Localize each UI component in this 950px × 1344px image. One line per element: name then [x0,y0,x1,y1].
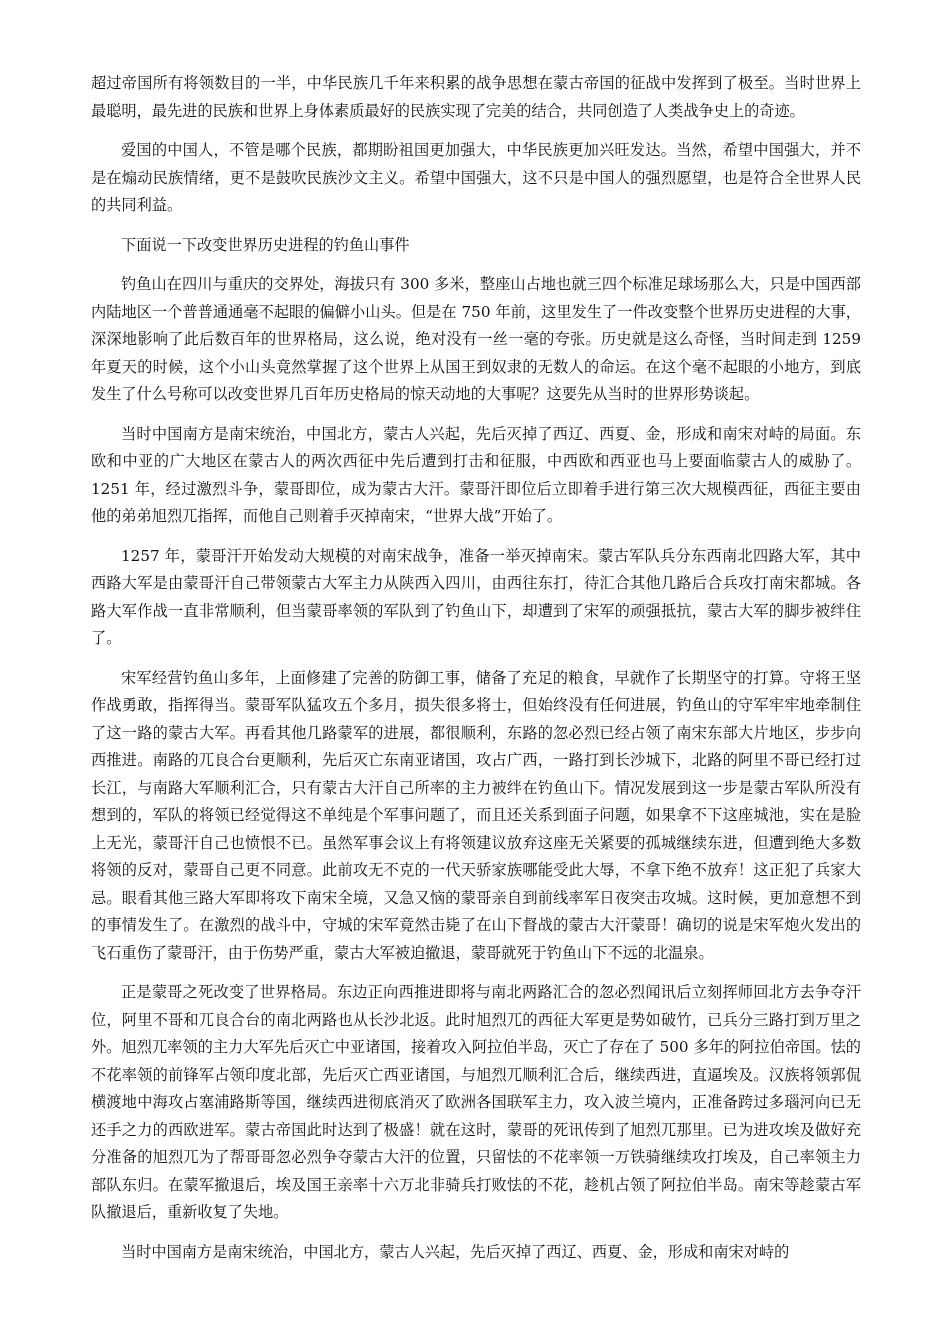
paragraph-1: 超过帝国所有将领数目的一半，中华民族几千年来积累的战争思想在蒙古帝国的征战中发挥到了极至。当时世界上最聪明，最先进的民族和世界上身体素质最好的民族实现了完美的结合，共同创造了人类战争史上的奇迹。 [91,74,861,120]
paragraph-9: 当时中国南方是南宋统治，中国北方，蒙古人兴起，先后灭掉了西辽、西夏、金，形成和南宋对峙的 [121,1242,790,1261]
paragraph-2: 爱国的中国人，不管是哪个民族，都期盼祖国更加强大，中华民族更加兴旺发达。当然，希望中国强大，并不是在煽动民族情绪，更不是鼓吹民族沙文主义。希望中国强大，这不只是中国人的强烈愿望，也是符合全世界人民的共同利益。 [91,141,861,214]
paragraph-7: 宋军经营钓鱼山多年，上面修建了完善的防御工事，储备了充足的粮食，早就作了长期坚守的打算。守将王坚作战勇敢，指挥得当。蒙哥军队猛攻五个多月，损失很多将士，但始终没有任何进展，钓鱼山的守军牢牢地牵制住了这一路的蒙古大军。再看其他几路蒙军的进展，都很顺利，东路的忽必烈已经占领了南宋东部大片地区，步步向西推进。南路的兀良合台更顺利，先后灭亡东南亚诸国，攻占广西，一路打到长沙城下，北路的阿里不哥已经打过长江，与南路大军顺利汇合，只有蒙古大汗自己所率的主力被绊在钓鱼山下。情况发展到这一步是蒙古军队所没有想到的，军队的将领已经觉得这不单纯是个军事问题了，而且还关系到面子问题，如果拿不下这座城池，实在是脸上无光，蒙哥汗自己也愤恨不已。虽然军事会议上有将领建议放弃这座无关紧要的孤城继续东进，但遭到绝大多数将领的反对，蒙哥自己更不同意。此前攻无不克的一代天骄家族哪能受此大辱，不拿下绝不放弃！这正犯了兵家大忌。眼看其他三路大军即将攻下南宋全境，又急又恼的蒙哥亲自到前线率军日夜突击攻城。这时候，更加意想不到的事情发生了。在激烈的战斗中，守城的宋军竟然击毙了在山下督战的蒙古大汗蒙哥！确切的说是宋军炮火发出的飞石重伤了蒙哥汗，由于伤势严重，蒙古大军被迫撤退，蒙哥就死于钓鱼山下不远的北温泉。 [91,668,861,962]
paragraph-3-heading: 下面说一下改变世界历史进程的钓鱼山事件 [121,235,410,254]
paragraph-6: 1257 年，蒙哥汗开始发动大规模的对南宋战争，准备一举灭掉南宋。蒙古军队兵分东西南北四路大军，其中西路大军是由蒙哥汗自己带领蒙古大军主力从陕西入四川，由西往东打，待汇合其他几路后合兵攻打南宋都城。各路大军作战一直非常顺利，但当蒙哥率领的军队到了钓鱼山下，却遭到了宋军的顽强抵抗，蒙古大军的脚步被绊住了。 [91,546,861,647]
paragraph-8: 正是蒙哥之死改变了世界格局。东边正向西推进即将与南北两路汇合的忽必烈闻讯后立刻挥师回北方去争夺汗位，阿里不哥和兀良合台的南北两路也从长沙北返。此时旭烈兀的西征大军更是势如破竹，已兵分三路打到万里之外。旭烈兀率领的主力大军先后灭亡中亚诸国，接着攻入阿拉伯半岛，灭亡了存在了 500 多年的阿拉伯帝国。怯的不花率领的前锋军占领印度北部，先后灭亡西亚诸国，与旭烈兀顺利汇合后，继续西进，直逼埃及。汉族将领郭侃横渡地中海攻占塞浦路斯等国，继续西进彻底消灭了欧洲各国联军主力，攻入波兰境内，正准备跨过多瑙河向已无还手之力的西欧进军。蒙古帝国此时达到了极盛！就在这时，蒙哥的死讯传到了旭烈兀那里。已为进攻埃及做好充分准备的旭烈兀为了帮哥哥忽必烈争夺蒙古大汗的位置，只留怯的不花率领一万铁骑继续攻打埃及，自己率领主力部队东归。在蒙军撤退后，埃及国王亲率十六万北非骑兵打败怯的不花，趁机占领了阿拉伯半岛。南宋等趁蒙古军队撤退后，重新收复了失地。 [91,983,861,1221]
paragraph-5: 当时中国南方是南宋统治，中国北方，蒙古人兴起，先后灭掉了西辽、西夏、金，形成和南宋对峙的局面。东欧和中亚的广大地区在蒙古人的两次西征中先后遭到打击和征服，中西欧和西亚也马上要面临蒙古人的威胁了。1251 年，经过激烈斗争，蒙哥即位，成为蒙古大汗。蒙哥汗即位后立即着手进行第三次大规模西征，西征主要由他的弟弟旭烈兀指挥，而他自己则着手灭掉南宋，“世界大战”开始了。 [91,424,861,525]
document-page [91,70,861,1266]
paragraph-4: 钓鱼山在四川与重庆的交界处，海拔只有 300 多米，整座山占地也就三四个标准足球场那么大，只是中国西部内陆地区一个普普通通毫不起眼的偏僻小山头。但是在 750 年前，这里发生了一件改变整个世界历史进程的大事，深深地影响了此后数百年的世界格局，这么说，绝对没有一丝一毫的夸张。历史就是这么奇怪，当时间走到 1259 年夏天的时候，这个小山头竟然掌握了这个世界上从国王到奴隶的无数人的命运。在这个毫不起眼的小地方，到底发生了什么号称可以改变世界几百年历史格局的惊天动地的大事呢？这要先从当时的世界形势谈起。 [91,275,861,403]
